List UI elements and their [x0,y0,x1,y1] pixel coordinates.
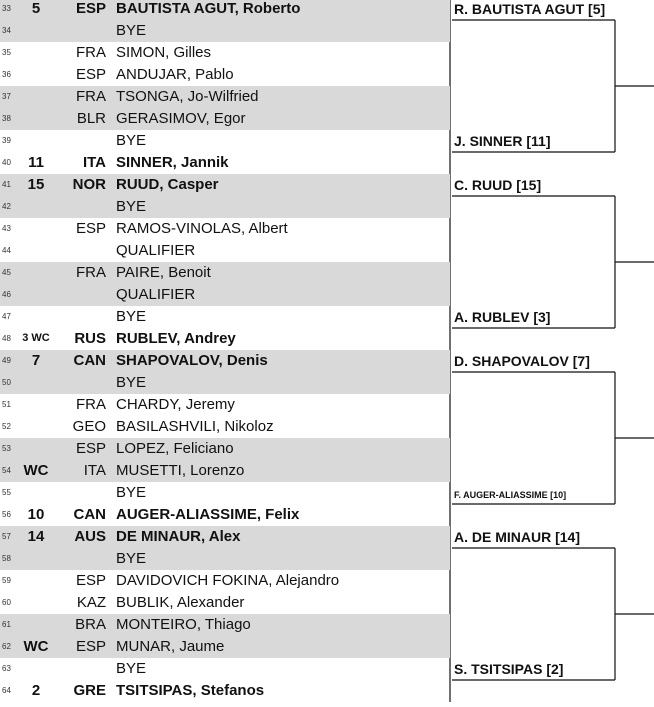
draw-position-number: 60 [2,598,11,607]
draw-row [0,152,450,174]
player-name: RUUD, Casper [116,176,219,193]
seed-label: WC [23,462,49,479]
player-name: BASILASHVILI, Nikoloz [116,418,274,435]
draw-position-number: 52 [2,422,11,431]
round-winner-label: F. AUGER-ALIASSIME [10] [454,490,567,500]
draw-row [0,328,450,350]
round-winner-label: D. SHAPOVALOV [7] [454,353,590,369]
draw-row [0,108,450,130]
draw-position-number: 51 [2,400,11,409]
draw-position-number: 58 [2,554,11,563]
seed-label: 7 [31,352,41,369]
draw-row [0,460,450,482]
draw-position-number: 33 [2,4,11,13]
draw-row [0,174,450,196]
draw-row [0,416,450,438]
nationality-code: BRA [75,616,106,633]
player-name: BYE [116,484,147,501]
draw-position-number: 62 [2,642,11,651]
draw-position-number: 45 [2,268,11,277]
draw-position-number: 40 [2,158,11,167]
player-name: SIMON, Gilles [116,44,212,61]
draw-position-number: 38 [2,114,11,123]
player-name: DE MINAUR, Alex [116,528,241,545]
draw-row [0,130,450,152]
draw-row [0,372,450,394]
player-name: MONTEIRO, Thiago [116,616,251,633]
draw-position-number: 63 [2,664,11,673]
draw-row [0,504,450,526]
draw-position-number: 35 [2,48,11,57]
draw-row [0,20,450,42]
draw-position-number: 36 [2,70,11,79]
nationality-code: KAZ [76,594,106,611]
draw-position-number: 56 [2,510,11,519]
round-winner-label: C. RUUD [15] [454,177,542,193]
round-winner-label: R. BAUTISTA AGUT [5] [454,1,606,17]
seed-label: 2 [31,682,41,699]
draw-position-number: 64 [2,686,11,695]
draw-row [0,306,450,328]
player-name: MUNAR, Jaume [116,638,225,655]
player-name: RAMOS-VINOLAS, Albert [116,220,288,237]
draw-row [0,636,450,658]
seed-label: 5 [31,0,41,17]
player-name: SINNER, Jannik [116,154,229,171]
seed-label: 3 WC [22,332,50,344]
draw-position-number: 48 [2,334,11,343]
draw-row [0,394,450,416]
player-name: PAIRE, Benoit [116,264,211,281]
player-name: AUGER-ALIASSIME, Felix [116,506,300,523]
round-winner-label: J. SINNER [11] [454,133,551,149]
nationality-code: ITA [82,154,106,171]
draw-position-number: 47 [2,312,11,321]
round-winner-label: A. RUBLEV [3] [454,309,551,325]
seed-label: 10 [27,506,45,523]
nationality-code: CAN [73,506,106,523]
draw-position-number: 59 [2,576,11,585]
seed-label: 11 [28,154,44,171]
draw-position-number: 50 [2,378,11,387]
draw-row [0,218,450,240]
nationality-code: ESP [75,0,106,17]
nationality-code: ESP [75,440,106,457]
draw-row [0,0,450,20]
seed-label: WC [23,638,49,655]
player-name: DAVIDOVICH FOKINA, Alejandro [116,572,340,589]
player-name: QUALIFIER [116,286,196,303]
nationality-code: ITA [83,462,106,479]
draw-position-number: 53 [2,444,11,453]
draw-position-number: 55 [2,488,11,497]
draw-position-number: 42 [2,202,11,211]
player-name: SHAPOVALOV, Denis [116,352,268,369]
player-name: RUBLEV, Andrey [116,330,236,347]
draw-position-number: 39 [2,136,11,145]
draw-row [0,482,450,504]
nationality-code: FRA [76,88,106,105]
player-name: BUBLIK, Alexander [116,594,245,611]
player-name: ANDUJAR, Pablo [116,66,234,83]
draw-row [0,548,450,570]
draw-row [0,350,450,372]
player-name: BYE [116,132,147,149]
draw-position-number: 43 [2,224,11,233]
nationality-code: GRE [73,682,106,699]
nationality-code: GEO [72,418,106,435]
draw-row [0,86,450,108]
player-name: MUSETTI, Lorenzo [116,462,245,479]
nationality-code: CAN [73,352,106,369]
draw-row [0,570,450,592]
draw-position-number: 37 [2,92,11,101]
nationality-code: AUS [74,528,106,545]
draw-row [0,262,450,284]
nationality-code: FRA [76,396,106,413]
draw-position-number: 61 [2,620,11,629]
player-name: BAUTISTA AGUT, Roberto [116,0,301,17]
draw-row [0,614,450,636]
nationality-code: FRA [76,44,106,61]
draw-row [0,438,450,460]
draw-position-number: 44 [2,246,11,255]
draw-row [0,196,450,218]
draw-row [0,284,450,306]
nationality-code: ESP [75,220,106,237]
player-name: BYE [116,374,147,391]
draw-row [0,526,450,548]
draw-position-number: 46 [2,290,11,299]
seed-label: 14 [27,528,45,545]
round-winner-label: S. TSITSIPAS [2] [454,661,564,677]
player-name: CHARDY, Jeremy [116,396,235,413]
nationality-code: BLR [76,110,106,127]
player-name: BYE [116,660,147,677]
player-name: BYE [116,198,147,215]
draw-position-number: 54 [2,466,11,475]
player-name: TSONGA, Jo-Wilfried [116,88,259,105]
player-name: GERASIMOV, Egor [116,110,246,127]
round-winner-label: A. DE MINAUR [14] [454,529,581,545]
draw-row [0,658,450,680]
draw-position-number: 57 [2,532,11,541]
player-name: TSITSIPAS, Stefanos [116,682,265,699]
player-name: BYE [116,22,147,39]
seed-label: 15 [27,176,45,193]
draw-row [0,42,450,64]
player-name: QUALIFIER [116,242,196,259]
player-name: BYE [116,550,147,567]
player-name: BYE [116,308,147,325]
nationality-code: FRA [76,264,106,281]
draw-position-number: 49 [2,356,11,365]
draw-row [0,592,450,614]
player-name: LOPEZ, Feliciano [116,440,234,457]
nationality-code: ESP [75,638,106,655]
draw-position-number: 41 [2,180,11,189]
nationality-code: ESP [75,572,106,589]
nationality-code: NOR [72,176,106,193]
draw-row [0,64,450,86]
nationality-code: ESP [75,66,106,83]
draw-row [0,680,450,702]
nationality-code: RUS [74,330,106,347]
draw-row [0,240,450,262]
draw-position-number: 34 [2,26,11,35]
